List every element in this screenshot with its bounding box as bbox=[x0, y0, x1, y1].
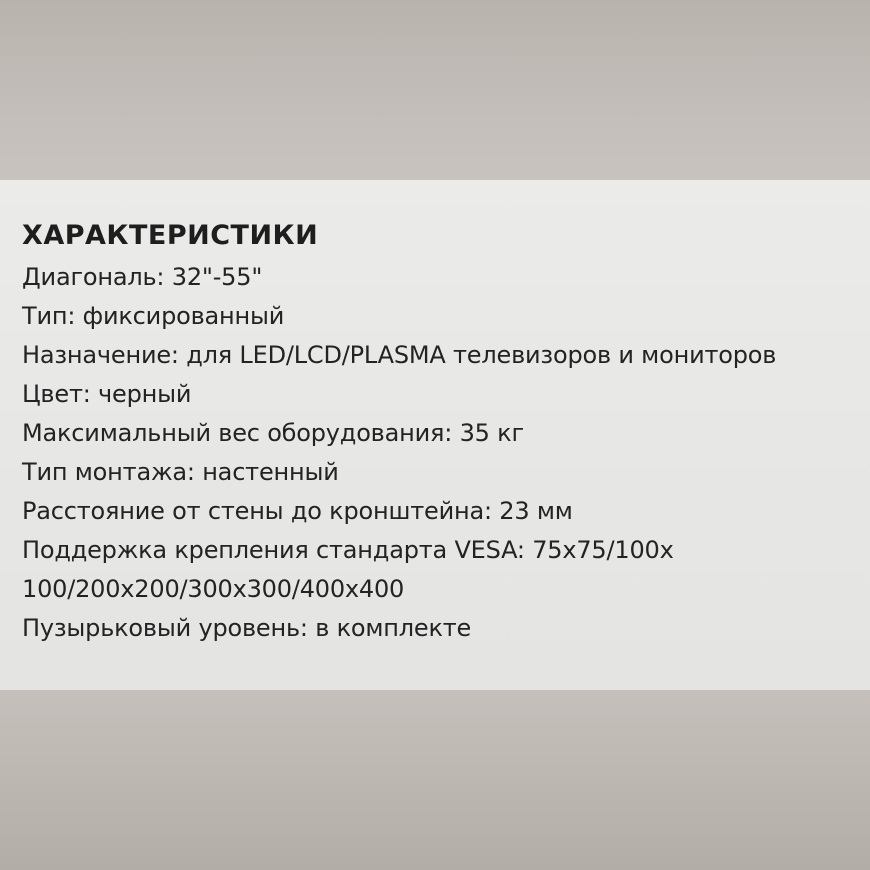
spec-max-weight: Максимальный вес оборудования: 35 кг bbox=[22, 419, 524, 447]
spec-wall-distance: Расстояние от стены до кронштейна: 23 мм bbox=[22, 497, 573, 525]
spec-mount-type: Тип монтажа: настенный bbox=[22, 458, 339, 486]
packaging-surface-bottom bbox=[0, 690, 870, 870]
spec-type: Тип: фиксированный bbox=[22, 302, 285, 330]
packaging-surface-top bbox=[0, 0, 870, 180]
spec-vesa-support-continued: 100/200x200/300x300/400x400 bbox=[22, 575, 405, 603]
specifications-heading: ХАРАКТЕРИСТИКИ bbox=[22, 220, 319, 251]
spec-vesa-support: Поддержка крепления стандарта VESA: 75x75/100x bbox=[22, 536, 674, 564]
spec-purpose: Назначение: для LED/LCD/PLASMA телевизоров и мониторов bbox=[22, 341, 777, 369]
spec-bubble-level: Пузырьковый уровень: в комплекте bbox=[22, 614, 472, 642]
specifications-list bbox=[22, 258, 862, 648]
spec-diagonal: Диагональ: 32"-55" bbox=[22, 263, 263, 291]
spec-color: Цвет: черный bbox=[22, 380, 192, 408]
specifications-block bbox=[22, 214, 862, 648]
